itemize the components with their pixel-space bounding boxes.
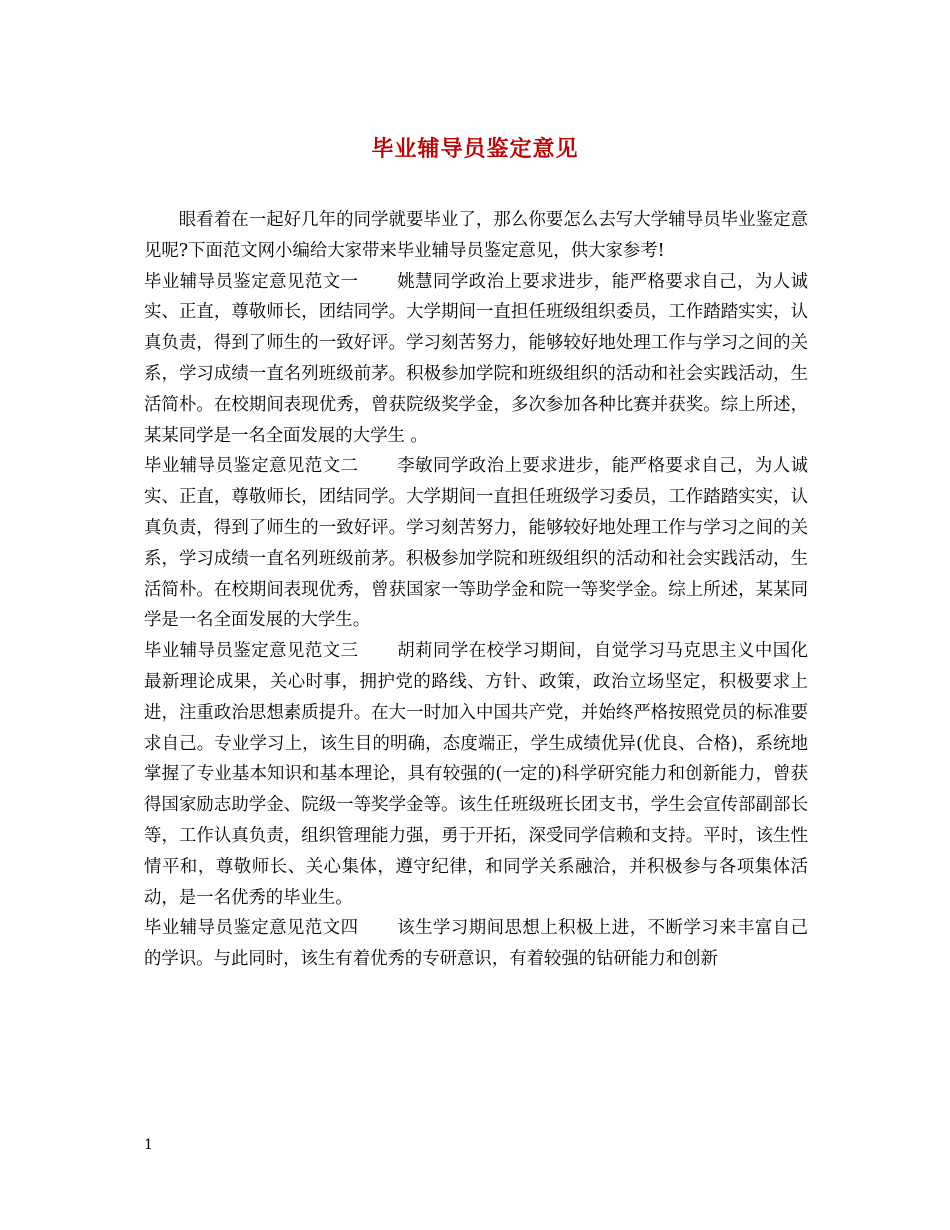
section-paragraph-4 [144,913,808,975]
section-heading-2: 毕业辅导员鉴定意见范文二 [144,456,359,477]
page-number: 1 [144,1137,153,1153]
section-heading-4: 毕业辅导员鉴定意见范文四 [144,918,359,939]
section-body-3: 胡莉同学在校学习期间，自觉学习马克思主义中国化最新理论成果，关心时事，拥护党的路线、方针、政策，政治立场坚定，积极要求上进，注重政治思想素质提升。在大一时加入中国共产党，并始终严格按照党员的标准要求自己。专业学习上，该生目的明确，态度端正，学生成绩优异(优良、合格)，系统地掌握了专业基本知识和基本理论，具有较强的(一定的)科学研究能力和创新能力，曾获得国家励志助学金、院级一等奖学金等。该生任班级班长团支书，学生会宣传部副部长等，工作认真负责，组织管理能力强，勇于开拓，深受同学信赖和支持。平时，该生性情平和，尊敬师长、关心集体，遵守纪律，和同学关系融洽，并积极参与各项集体活动，是一名优秀的毕业生。 [144,641,808,908]
section-body-1: 姚慧同学政治上要求进步，能严格要求自己，为人诚实、正直，尊敬师长，团结同学。大学期间一直担任班级组织委员，工作踏踏实实，认真负责，得到了师生的一致好评。学习刻苦努力，能够较好地处理工作与学习之间的关系，学习成绩一直名列班级前茅。积极参加学院和班级组织的活动和社会实践活动，生活简朴。在校期间表现优秀，曾获院级奖学金，多次参加各种比赛并获奖。综上所述，某某同学是一名全面发展的大学生 。 [144,271,808,446]
document-body [144,205,808,975]
section-heading-1: 毕业辅导员鉴定意见范文一 [144,271,359,292]
section-paragraph-2 [144,451,808,636]
section-body-4: 该生学习期间思想上积极上进，不断学习来丰富自己的学识。与此同时，该生有着优秀的专研意识，有着较强的钻研能力和创新 [144,918,808,970]
section-paragraph-3 [144,636,808,913]
document-title: 毕业辅导员鉴定意见 [371,136,579,162]
section-heading-3: 毕业辅导员鉴定意见范文三 [144,641,359,662]
intro-paragraph: 眼看着在一起好几年的同学就要毕业了，那么你要怎么去写大学辅导员毕业鉴定意见呢?下面范文网小编给大家带来毕业辅导员鉴定意见，供大家参考! [144,210,808,261]
section-body-2: 李敏同学政治上要求进步，能严格要求自己，为人诚实、正直，尊敬师长，团结同学。大学期间一直担任班级学习委员，工作踏踏实实，认真负责，得到了师生的一致好评。学习刻苦努力，能够较好地处理工作与学习之间的关系，学习成绩一直名列班级前茅。积极参加学院和班级组织的活动和社会实践活动，生活简朴。在校期间表现优秀，曾获国家一等助学金和院一等奖学金。综上所述，某某同学是一名全面发展的大学生。 [144,456,808,631]
section-paragraph-1 [144,267,808,452]
